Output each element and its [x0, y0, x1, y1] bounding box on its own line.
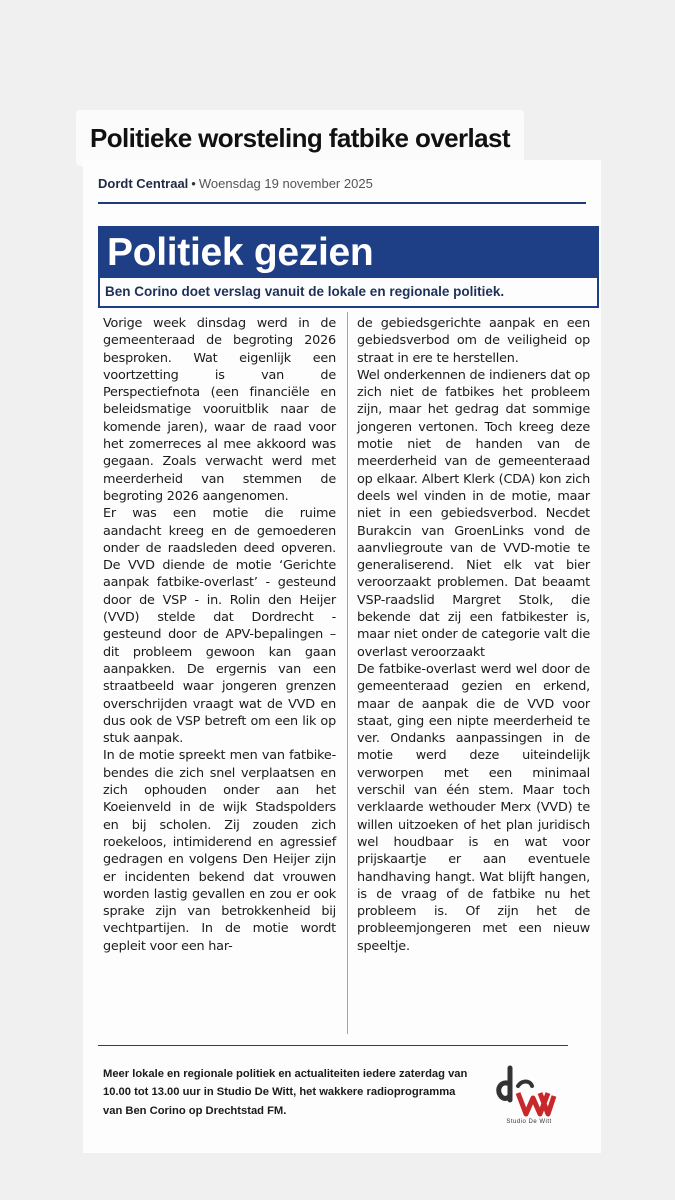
section-subheading: Ben Corino doet verslag vanuit de lokale en regionale politiek.: [105, 284, 505, 299]
article-paragraph: Er was een motie die ruime aandacht kreeg en de gemoederen onder de raadsleden deed opveren. De VVD diende de motie ‘Gerichte aanpak fatbike-overlast’ - gesteund door de VSP - in. Rolin den Heijer (VVD) stelde dat Dordrecht - gesteund door de APV-bepalingen – dit probleem gewoon kan gaan aanpakken. De ergernis van een straatbeeld waar jongeren grenzen overschrijden vraagt wat de VVD en dus ook de VSP betreft om een lik op stuk aanpak.: [103, 506, 336, 747]
newspaper-clipping: [83, 160, 601, 1153]
article-column-left: [103, 315, 336, 955]
article-paragraph: De fatbike-overlast werd wel door de gemeenteraad gezien en erkend, maar de aanpak die de VVD voor staat, ging een nipte meerderheid te ver. Ondanks aanpassingen in de motie werd deze uiteindelijk verworpen met een minimaal verschil van één stem. Maar toch verklaarde wethouder Merx (VVD) te willen uitzoeken of het plan juridisch wel houdbaar is en wat voor prijskaartje er aan eventuele handhaving hangt. Wat blijft hangen, is de vraag of de fatbike nu het probleem is. Of zijn het de probleemjongeren met een nieuw speeltje.: [357, 661, 590, 954]
masthead: [98, 176, 373, 191]
column-divider: [347, 312, 348, 1034]
masthead-separator: •: [191, 176, 196, 191]
paper-name: Dordt Centraal: [98, 176, 189, 191]
article-paragraph: Vorige week dinsdag werd in de gemeenteraad de begroting 2026 besproken. Wat eigenlijk een voortzetting is van de Perspectiefnota (een financiële en beleidsmatige vooruitblik naar de komende jaren), waar de raad voor het zomerreces al mee akkoord was gegaan. Zoals verwacht werd met meerderheid van stemmen de begroting 2026 aangenomen.: [103, 316, 336, 504]
footer-rule: [98, 1045, 568, 1046]
publication-date: Woensdag 19 november 2025: [198, 176, 373, 191]
article-column-right: [357, 315, 590, 955]
logo-label: Studio De Witt: [506, 1119, 552, 1125]
article-paragraph: In de motie spreekt men van fatbike-bendes die zich snel verplaatsen en zich ophouden onder aan het Koeienveld in de wijk Stadspolders en bij scholen. Zij zouden zich roekeloos, intimiderend en agressief gedragen en volgens Den Heijer zijn er incidenten bekend dat vrouwen worden lastig gevallen en zou er ook sprake zijn van betrokkenheid bij vechtpartijen. In de motie wordt gepleit voor een har-: [103, 748, 336, 954]
story-caption: Politieke worsteling fatbike overlast: [76, 110, 524, 166]
top-rule: [98, 202, 586, 204]
article-paragraph: Wel onderkennen de indieners dat op zich niet de fatbikes het probleem zijn, maar het gedrag dat sommige jongeren vertonen. Toch kreeg deze motie niet de handen van de meerderheid van de gemeenteraad op elkaar. Albert Klerk (CDA) kon zich deels wel vinden in de motie, maar niet in een gebiedsverbod. Necdet Burakcin van GroenLinks vond de aanvliegroute van de VVD-motie te generaliserend. Niet elk vat bier veroorzaakt problemen. Dat beaamt VSP-raadslid Margret Stolk, die bekende dat zij een fatbikester is, maar niet onder de categorie valt die overlast veroorzaakt: [357, 367, 590, 660]
article-paragraph: de gebiedsgerichte aanpak en een gebiedsverbod om de veiligheid op straat in ere te herstellen.: [357, 316, 590, 366]
footer-promo: Meer lokale en regionale politiek en actualiteiten iedere zaterdag van 10.00 tot 13.00 uur in Studio De Witt, het wakkere radioprogramma van Ben Corino op Drechtstad FM.: [103, 1068, 468, 1117]
section-heading: Politiek gezien: [100, 228, 597, 278]
